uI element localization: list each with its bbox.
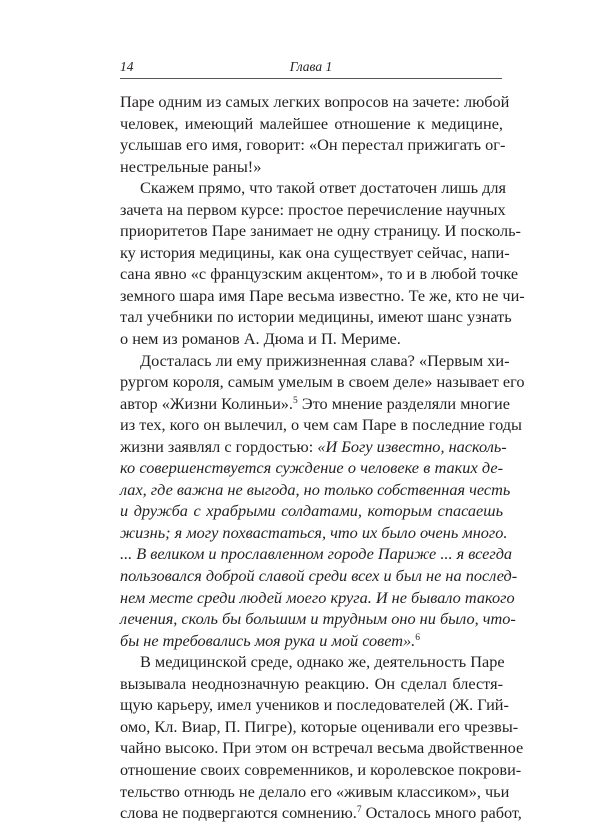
text-line: Досталась ли ему прижизненная слава? «Первым хи- bbox=[140, 350, 510, 370]
text-line bbox=[120, 436, 507, 458]
footnote-ref: 5 bbox=[293, 395, 298, 406]
text-segment: слова не подвергаются сомнению. bbox=[120, 803, 357, 823]
text-line: вызывала неоднозначную реакцию. Он сделал блестя- bbox=[120, 673, 503, 693]
text-line bbox=[120, 393, 510, 415]
text-segment: жизни заявлял с гордостью: bbox=[120, 436, 318, 456]
text-line: Паре одним из самых легких вопросов на зачете: любой bbox=[120, 92, 510, 111]
quote-line: лечения, сколь бы большим и трудным оно ни было, что- bbox=[120, 609, 516, 629]
quote-line: ... В великом и прославленном городе Париже ... я всегда bbox=[120, 544, 513, 564]
page-number: 14 bbox=[120, 59, 134, 74]
quote-segment: «И Богу известно, насколь- bbox=[317, 436, 507, 456]
quote-line: пользовался доброй славой среди всех и был не на послед- bbox=[120, 566, 518, 586]
text-line: приоритетов Паре занимает не одну страницу. И посколь- bbox=[120, 221, 521, 241]
text-line: Скажем прямо, что такой ответ достаточен лишь для bbox=[140, 178, 506, 198]
text-line bbox=[120, 802, 522, 824]
text-segment: бы не требовались моя рука и мой совет». bbox=[120, 630, 416, 650]
quote-line: и дружба с храбрыми солдатами, которым спасаешь bbox=[120, 501, 503, 521]
quote-line: ко совершенствуется суждение о человеке в таких де- bbox=[120, 458, 503, 478]
text-segment: автор «Жизни Колиньи». bbox=[120, 393, 294, 413]
body-text bbox=[120, 91, 525, 824]
text-line: человек, имеющий малейшее отношение к медицине, bbox=[120, 113, 503, 133]
text-line: сана явно «с французским акцентом», то и в любой точке bbox=[120, 264, 519, 284]
text-line: зачета на первом курсе: простое перечисление научных bbox=[120, 199, 506, 219]
quote-line: нем месте среди людей моего круга. И не бывало такого bbox=[120, 587, 515, 607]
header-rule bbox=[120, 78, 502, 79]
text-line: тельство отнюдь не делало его «живым классиком», чьи bbox=[120, 781, 510, 801]
quote-line: жизнь; я могу похвастаться, что их было очень много. bbox=[120, 522, 508, 542]
text-line: щую карьеру, имел учеников и последователей (Ж. Гий- bbox=[120, 695, 509, 715]
text-line: В медицинской среде, однако же, деятельность Паре bbox=[140, 652, 505, 672]
footnote-ref: 6 bbox=[415, 632, 420, 643]
text-line: нестрельные раны!» bbox=[120, 156, 262, 176]
text-line: чайно высоко. При этом он встречал весьма двойственное bbox=[120, 738, 524, 758]
footnote-ref: 7 bbox=[356, 805, 362, 816]
running-header bbox=[120, 58, 502, 76]
text-line: услышав его имя, говорит: «Он перестал прижигать ог- bbox=[120, 135, 506, 155]
quote-line bbox=[120, 630, 503, 652]
chapter-title: Глава 1 bbox=[289, 59, 333, 74]
text-line: рургом короля, самым умелым в своем деле» называет его bbox=[120, 372, 525, 392]
text-line: омо, Кл. Виар, П. Пигре), которые оценивали его чрезвы- bbox=[120, 716, 519, 736]
text-line: из тех, кого он вылечил, о чем сам Паре в последние годы bbox=[120, 415, 522, 435]
text-line: отношение своих современников, и королевское покрови- bbox=[120, 759, 522, 779]
text-line: земного шара имя Паре весьма известно. Те же, кто не чи- bbox=[120, 285, 525, 305]
text-line: ку история медицины, как она существует сейчас, напи- bbox=[120, 242, 510, 262]
text-line: тал учебники по истории медицины, имеют шанс узнать bbox=[120, 307, 512, 327]
text-segment: Осталось много работ, bbox=[361, 803, 522, 823]
text-segment: Это мнение разделяли многие bbox=[297, 393, 510, 413]
text-line: о нем из романов А. Дюма и П. Мериме. bbox=[120, 329, 401, 349]
quote-line: лах, где важна не выгода, но только собственная честь bbox=[120, 479, 511, 499]
